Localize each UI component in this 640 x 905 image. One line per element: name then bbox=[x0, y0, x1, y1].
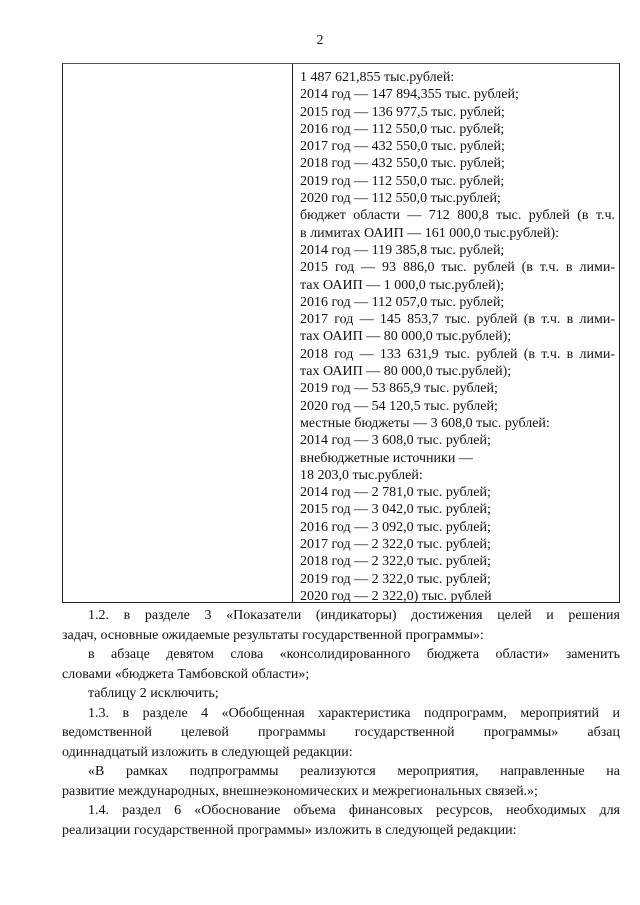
table-line: 2015 год — 136 977,5 тыс. рублей; bbox=[300, 104, 505, 120]
paragraph-1-4 bbox=[62, 801, 620, 840]
paragraph-line: 1.3. в разделе 4 «Обобщенная характеристика подпрограмм, мероприятий и bbox=[88, 705, 620, 721]
paragraph-line: ведомственной целевой программы государственной программы» абзац bbox=[62, 725, 620, 740]
financing-table bbox=[62, 63, 620, 603]
table-line: 2019 год — 112 550,0 тыс. рублей; bbox=[300, 173, 505, 189]
paragraph-1-3 bbox=[62, 704, 620, 763]
table-line: тах ОАИП — 1 000,0 тыс.рублей); bbox=[300, 277, 505, 293]
table-line: 2020 год — 54 120,5 тыс. рублей; bbox=[300, 398, 498, 414]
table-line: 2015 год — 3 042,0 тыс. рублей; bbox=[300, 502, 491, 518]
paragraph-table-removal bbox=[88, 684, 620, 704]
table-line: 2015 год — 93 886,0 тыс. рублей (в т.ч. в лими- bbox=[300, 260, 615, 276]
paragraph-word-replacement bbox=[62, 645, 620, 684]
table-line: 2016 год — 112 550,0 тыс. рублей; bbox=[300, 121, 505, 137]
table-line: местные бюджеты — 3 608,0 тыс. рублей: bbox=[300, 415, 550, 431]
table-line: 2014 год — 3 608,0 тыс. рублей; bbox=[300, 433, 491, 449]
table-line: в лимитах ОАИП — 161 000,0 тыс.рублей): bbox=[300, 225, 560, 241]
table-line: 2014 год — 147 894,355 тыс. рублей; bbox=[300, 87, 519, 103]
paragraph-line: словами «бюджета Тамбовской области»; bbox=[62, 666, 310, 682]
paragraph-quote bbox=[62, 762, 620, 801]
body-text bbox=[62, 606, 620, 840]
table-line: 18 203,0 тыс.рублей: bbox=[300, 467, 423, 483]
table-line: 2019 год — 2 322,0 тыс. рублей; bbox=[300, 571, 491, 587]
table-line: 2016 год — 112 057,0 тыс. рублей; bbox=[300, 294, 505, 310]
table-line: внебюджетные источники — bbox=[300, 450, 473, 466]
paragraph-line: 1.2. в разделе 3 «Показатели (индикаторы) достижения целей и решения bbox=[88, 608, 620, 623]
table-right-cell bbox=[300, 69, 615, 605]
table-line: 2014 год — 119 385,8 тыс. рублей; bbox=[300, 242, 505, 258]
paragraph-line: «В рамках подпрограммы реализуются мероприятия, направленные на bbox=[88, 764, 620, 779]
page-number: 2 bbox=[316, 33, 324, 48]
table-line: бюджет области — 712 800,8 тыс. рублей (в т.ч. bbox=[300, 208, 615, 224]
table-line: 2017 год — 432 550,0 тыс. рублей; bbox=[300, 139, 505, 155]
table-line: 2018 год — 133 631,9 тыс. рублей (в т.ч. в лими- bbox=[300, 346, 615, 362]
paragraph-line: реализации государственной программы» изложить в следующей редакции: bbox=[62, 822, 517, 838]
table-line: тах ОАИП — 80 000,0 тыс.рублей); bbox=[300, 364, 512, 380]
paragraph-line: развитие международных, внешнеэкономических и межрегиональных связей.»; bbox=[62, 783, 538, 799]
paragraph-line: таблицу 2 исключить; bbox=[88, 686, 219, 701]
table-line: 2018 год — 2 322,0 тыс. рублей; bbox=[300, 554, 491, 570]
paragraph-line: задач, основные ожидаемые результаты государственной программы»: bbox=[62, 627, 484, 643]
table-line: 2014 год — 2 781,0 тыс. рублей; bbox=[300, 485, 491, 501]
paragraph-line: одиннадцатый изложить в следующей редакции: bbox=[62, 744, 353, 760]
table-line: 2017 год — 2 322,0 тыс. рублей; bbox=[300, 537, 491, 553]
table-line: 2019 год — 53 865,9 тыс. рублей; bbox=[300, 381, 498, 397]
table-line: 1 487 621,855 тыс.рублей: bbox=[300, 70, 455, 85]
table-column-divider bbox=[292, 64, 293, 602]
paragraph-line: в абзаце девятом слова «консолидированного бюджета области» заменить bbox=[88, 647, 620, 662]
table-line: 2020 год — 2 322,0) тыс. рублей bbox=[300, 588, 492, 604]
table-line: 2016 год — 3 092,0 тыс. рублей; bbox=[300, 519, 491, 535]
table-line: 2018 год — 432 550,0 тыс. рублей; bbox=[300, 156, 505, 172]
table-line: 2020 год — 112 550,0 тыс.рублей; bbox=[300, 191, 501, 207]
table-line: тах ОАИП — 80 000,0 тыс.рублей); bbox=[300, 329, 512, 345]
paragraph-1-2 bbox=[62, 606, 620, 645]
table-line: 2017 год — 145 853,7 тыс. рублей (в т.ч. в лими- bbox=[300, 312, 615, 328]
paragraph-line: 1.4. раздел 6 «Обоснование объема финансовых ресурсов, необходимых для bbox=[88, 803, 620, 818]
